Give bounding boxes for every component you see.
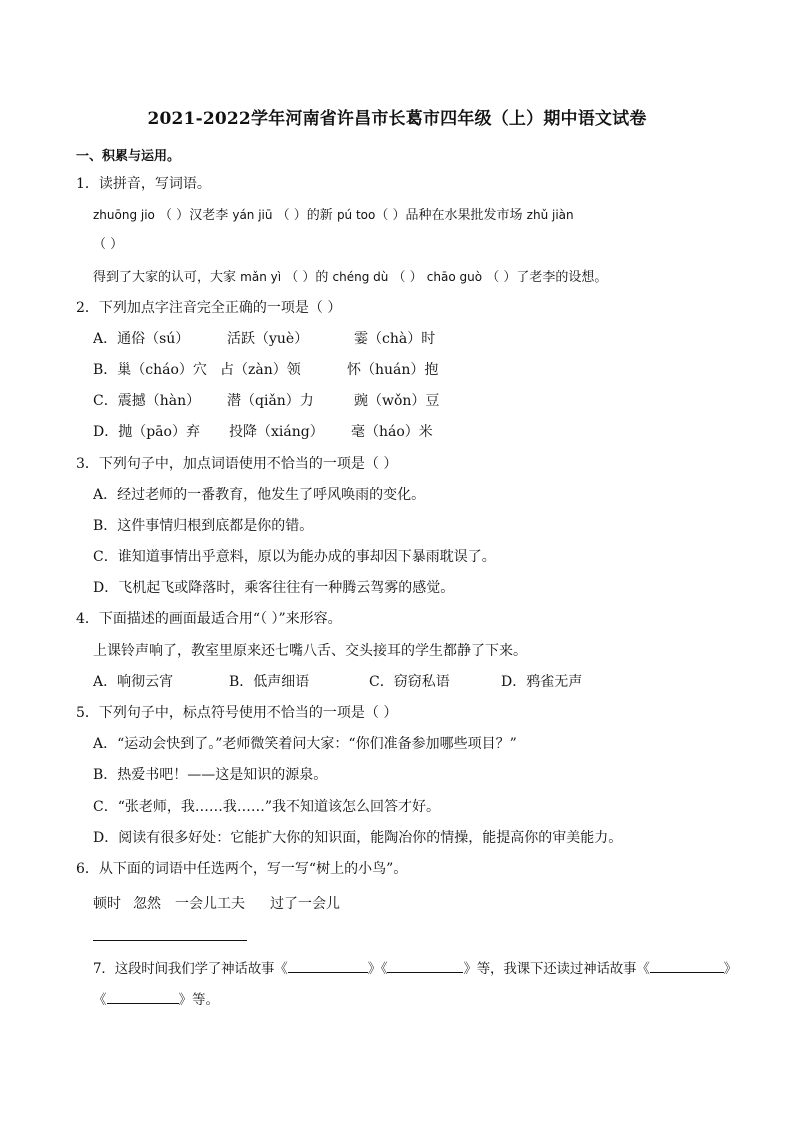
q2-d-3: 毫（háo）米: [351, 424, 433, 440]
pinyin-7: chāo guò: [426, 270, 483, 284]
text-2: 的新: [306, 208, 333, 223]
q6-word-1: 顿时: [93, 896, 121, 912]
question-1-line-3: [93, 267, 607, 288]
question-1-stem: 1．读拼音，写词语。: [76, 176, 211, 192]
question-6-words: [93, 894, 340, 914]
q7-part-4: 》: [723, 961, 737, 977]
pinyin-6: chéng dù: [332, 270, 389, 284]
q7-blank-2[interactable]: [387, 958, 463, 973]
q2-b-2: 占（zàn）领: [220, 362, 301, 378]
question-3-stem: 3．下列句子中，加点词语使用不恰当的一项是（ ）: [76, 456, 398, 472]
q2-c-3: 豌（wǒn）豆: [354, 393, 440, 409]
paren-3: （ ）: [375, 208, 406, 223]
q7-part-1: 7．这段时间我们学了神话故事《: [93, 961, 288, 977]
question-5-option-c: C．“张老师，我……我……”我不知道该怎么回答才好。: [93, 799, 441, 815]
page-title: 2021-2022学年河南省许昌市长葛市四年级（上）期中语文试卷: [147, 109, 647, 129]
q2-c-1: C．震撼（hàn）: [93, 393, 201, 409]
q4-option-c: C．窃窃私语: [369, 674, 450, 690]
q4-option-a: A．响彻云宵: [93, 674, 174, 690]
pinyin-3: pú too: [336, 208, 376, 222]
q7-part-6: 》等。: [178, 992, 219, 1008]
question-4-stem: 4．下面描述的画面最适合用“（ ）”来形容。: [76, 611, 342, 627]
q6-word-3: 一会儿工夫: [175, 896, 245, 912]
paren-7: （ ）: [486, 270, 517, 285]
question-5-option-d: D．阅读有很多好处：它能扩大你的知识面，能陶冶你的情操，能提高你的审美能力。: [93, 830, 623, 846]
pinyin-4: zhǔ jiàn: [526, 208, 574, 222]
pinyin-1: zhuōng jio: [93, 208, 155, 222]
question-6-stem: 6．从下面的词语中任选两个，写一写“树上的小鸟”。: [76, 861, 408, 877]
section-heading: 一、积累与运用。: [76, 149, 181, 164]
q2-a-3: 霎（chà）时: [354, 331, 436, 347]
paren-6: （ ）: [392, 270, 423, 285]
text-7: 了老李的设想。: [516, 270, 608, 285]
q2-a-1: A．通俗（sú）: [93, 331, 190, 347]
question-1-line-1: [93, 205, 574, 226]
question-2-option-b: [93, 360, 438, 380]
q2-b-3: 怀（huán）抱: [347, 362, 439, 378]
question-2-stem: 2．下列加点字注音完全正确的一项是（ ）: [76, 300, 342, 316]
q6-word-2: 忽然: [133, 896, 161, 912]
question-2-option-a: [93, 329, 435, 349]
q6-answer-line[interactable]: [93, 940, 247, 941]
question-3-option-c: C．谁知道事情出乎意料，原以为能办成的事却因下暴雨耽误了。: [93, 549, 496, 565]
q4-option-d: D．鸦雀无声: [501, 674, 583, 690]
q2-d-1: D．抛（pāo）弃: [93, 424, 200, 440]
paren-2: （ ）: [276, 208, 307, 223]
question-5-option-b: B．热爱书吧！——这是知识的源泉。: [93, 767, 328, 783]
q7-part-3: 》等，我课下还读过神话故事《: [463, 961, 650, 977]
text-5: 的: [315, 270, 329, 285]
q2-b-1: B．巢（cháo）穴: [93, 362, 207, 378]
question-4-options: [93, 672, 582, 692]
question-3-option-b: B．这件事情归根到底都是你的错。: [93, 518, 314, 534]
q2-a-2: 活跃（yuè）: [227, 331, 309, 347]
q7-blank-4[interactable]: [107, 989, 179, 1004]
q4-option-b: B．低声细语: [229, 674, 310, 690]
question-3-option-d: D．飞机起飞或降落时，乘客往往有一种腾云驾雾的感觉。: [93, 580, 455, 596]
q2-c-2: 潜（qiǎn）力: [227, 393, 314, 409]
text-1: 汉老李: [189, 208, 229, 223]
question-3-option-a: A．经过老师的一番教育，他发生了呼风唤雨的变化。: [93, 487, 426, 503]
question-5-option-a: A．“运动会快到了。”老师微笑着问大家：“你们准备参加哪些项目？”: [93, 736, 517, 752]
paren-5: （ ）: [285, 270, 316, 285]
pinyin-2: yán jiū: [232, 208, 273, 222]
q6-word-4: 过了一会儿: [270, 896, 340, 912]
question-7-line-1: [93, 958, 737, 979]
question-2-option-d: [93, 422, 433, 442]
paren-1: （ ）: [159, 208, 190, 223]
q7-part-2: 》《: [367, 961, 388, 977]
question-4-scene: 上课铃声响了，教室里原来还七嘴八舌、交头接耳的学生都静了下来。: [93, 643, 527, 659]
text-0: 得到了大家的认可，大家: [93, 270, 237, 285]
question-7-line-2: [93, 989, 219, 1010]
question-1-line-2: （ ）: [93, 237, 124, 252]
question-5-stem: 5．下列句子中，标点符号使用不恰当的一项是（ ）: [76, 705, 398, 721]
q2-d-2: 投降（xiáng）: [229, 424, 324, 440]
question-2-option-c: [93, 391, 439, 411]
q7-blank-1[interactable]: [288, 958, 368, 973]
pinyin-5: mǎn yì: [240, 270, 282, 284]
text-3: 品种在水果批发市场: [405, 208, 523, 223]
q7-part-5: 《: [93, 992, 107, 1008]
q7-blank-3[interactable]: [650, 958, 724, 973]
